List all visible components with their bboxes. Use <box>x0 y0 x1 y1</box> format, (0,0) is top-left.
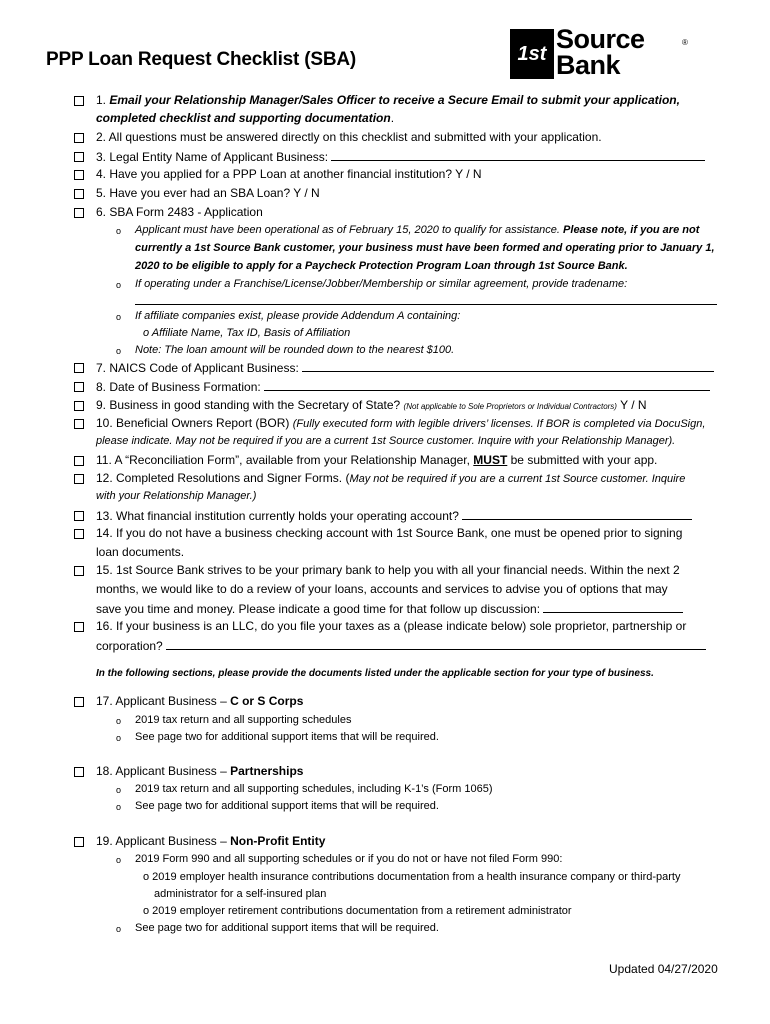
item-13-text: 13. What financial institution currently holds your operating account? <box>96 509 459 523</box>
item-3-text: 3. Legal Entity Name of Applicant Business: <box>96 150 329 164</box>
checkbox-5[interactable] <box>74 189 84 199</box>
item-17-text: 17. Applicant Business – <box>96 694 231 708</box>
checkbox-3[interactable] <box>74 152 84 162</box>
logo-mark: 1st <box>510 29 554 79</box>
bullet-text: See page two for additional support items that will be required. <box>135 800 439 812</box>
item-10-text: 10. Beneficial Owners Report (BOR) <box>96 416 293 430</box>
period: . <box>390 111 395 125</box>
item-12-note: May not be required if you are a current 1st Source customer. Inquire <box>349 473 686 485</box>
item-19-text: 19. Applicant Business – <box>96 834 231 848</box>
item-12-text: 12. Completed Resolutions and Signer Forms. ( <box>96 471 350 485</box>
logo-registered-mark: ® <box>682 38 688 47</box>
bullet: o <box>116 785 122 795</box>
checkbox-15[interactable] <box>74 566 84 576</box>
bullet: o <box>116 924 122 934</box>
checkbox-6[interactable] <box>74 208 84 218</box>
bank-logo <box>510 26 690 82</box>
checkbox-16[interactable] <box>74 622 84 632</box>
item-12-note-cont: with your Relationship Manager.) <box>96 490 257 502</box>
item-10-note: (Fully executed form with legible drivers’ licenses. If BOR is completed via DocuSign, <box>292 418 706 430</box>
item-15-text: 15. 1st Source Bank strives to be your primary bank to help you with all your financial needs. Within the next 2 <box>96 563 680 577</box>
bullet: o <box>116 855 122 865</box>
item-4-text: 4. Have you applied for a PPP Loan at another financial institution? Y / N <box>96 167 482 181</box>
bullet-text: If affiliate companies exist, please provide Addendum A containing: <box>135 310 461 322</box>
item-17-type: C or S Corps <box>230 694 304 708</box>
bullet-text: If operating under a Franchise/License/Jobber/Membership or similar agreement, provide tradename: <box>135 278 628 290</box>
sub-bullet-text-cont: administrator for a self-insured plan <box>154 888 327 900</box>
bullet-text: 2019 tax return and all supporting schedules, including K-1’s (Form 1065) <box>135 783 493 795</box>
item-11-text-end: be submitted with your app. <box>507 453 658 467</box>
item-1-text-cont: completed checklist and supporting documentation <box>96 111 391 125</box>
item-16-text: 16. If your business is an LLC, do you file your taxes as a (please indicate below) sole proprietor, partnership or <box>96 619 687 633</box>
checkbox-19[interactable] <box>74 837 84 847</box>
item-11-must: MUST <box>473 453 508 467</box>
logo-word-source: Source <box>556 24 645 54</box>
bullet: o <box>116 802 122 812</box>
logo-word-bank: Bank <box>556 50 621 80</box>
item-11-text: 11. A “Reconciliation Form”, available from your Relationship Manager, <box>96 453 474 467</box>
followup-time-field[interactable] <box>543 600 683 613</box>
item-16-text-cont: corporation? <box>96 639 163 653</box>
naics-field[interactable] <box>302 359 714 372</box>
bullet-text: Note: The loan amount will be rounded down to the nearest $100. <box>135 344 455 356</box>
checkbox-10[interactable] <box>74 419 84 429</box>
checkbox-7[interactable] <box>74 363 84 373</box>
item-10-note-cont: please indicate. May not be required if you are a current 1st Source customer. Inquire with your Relationship Manager). <box>96 435 676 447</box>
llc-tax-field[interactable] <box>166 637 706 650</box>
item-1-text: Email your Relationship Manager/Sales Officer to receive a Secure Email to submit your application, <box>109 93 680 107</box>
formation-date-field[interactable] <box>264 378 710 391</box>
sub-bullet-text: o 2019 employer health insurance contributions documentation from a health insurance company or third-party <box>143 871 681 883</box>
checkbox-8[interactable] <box>74 382 84 392</box>
item-9-yn: Y / N <box>616 398 647 412</box>
item-6-text: 6. SBA Form 2483 - Application <box>96 205 263 219</box>
section-instructions: In the following sections, please provide the documents listed under the applicable section for your type of business. <box>96 668 654 679</box>
item-8-text: 8. Date of Business Formation: <box>96 380 261 394</box>
updated-date: Updated 04/27/2020 <box>609 962 718 976</box>
item-18-text: 18. Applicant Business – <box>96 764 231 778</box>
item-9-note: (Not applicable to Sole Proprietors or Individual Contractors) <box>403 402 617 411</box>
item-9-text: 9. Business in good standing with the Secretary of State? <box>96 398 404 412</box>
bullet: o <box>116 312 122 322</box>
item-15-text-cont: months, we would like to do a review of your loans, accounts and services to advise you of options that may <box>96 582 668 596</box>
item-7-text: 7. NAICS Code of Applicant Business: <box>96 361 299 375</box>
bullet-text-bold: currently a 1st Source Bank customer, your business must have been formed and operating prior to January 1, <box>135 242 715 254</box>
checkbox-9[interactable] <box>74 401 84 411</box>
sub-bullet-text: o 2019 employer retirement contributions documentation from a retirement administrator <box>143 905 572 917</box>
bullet-text: See page two for additional support items that will be required. <box>135 922 439 934</box>
bullet-text: 2019 tax return and all supporting schedules <box>135 714 352 726</box>
bullet-text: 2019 Form 990 and all supporting schedules or if you do not or have not filed Form 990: <box>135 853 563 865</box>
bullet: o <box>116 346 122 356</box>
checkbox-11[interactable] <box>74 456 84 466</box>
item-14-text: 14. If you do not have a business checking account with 1st Source Bank, one must be opened prior to signing <box>96 526 683 540</box>
page-title: PPP Loan Request Checklist (SBA) <box>46 49 356 70</box>
checkbox-1[interactable] <box>74 96 84 106</box>
checkbox-12[interactable] <box>74 474 84 484</box>
item-19-type: Non-Profit Entity <box>230 834 326 848</box>
checkbox-13[interactable] <box>74 511 84 521</box>
item-5-text: 5. Have you ever had an SBA Loan? Y / N <box>96 186 320 200</box>
bullet: o <box>116 733 122 743</box>
checkbox-2[interactable] <box>74 133 84 143</box>
tradename-field[interactable] <box>135 292 717 305</box>
item-15-text-cont2: save you time and money. Please indicate a good time for that follow up discussion: <box>96 602 541 616</box>
bullet-text: Applicant must have been operational as of February 15, 2020 to qualify for assistance. <box>135 224 564 236</box>
bullet-text: See page two for additional support items that will be required. <box>135 731 439 743</box>
bullet: o <box>116 716 122 726</box>
checkbox-4[interactable] <box>74 170 84 180</box>
checkbox-18[interactable] <box>74 767 84 777</box>
sub-bullet-text: o Affiliate Name, Tax ID, Basis of Affiliation <box>143 327 351 339</box>
institution-field[interactable] <box>462 507 692 520</box>
item-number: 1. <box>96 93 110 107</box>
checkbox-17[interactable] <box>74 697 84 707</box>
bullet-text-bold: Please note, if you are not <box>563 224 700 236</box>
bullet-text-bold: 2020 to be eligible to apply for a Paycheck Protection Program Loan through 1st Source Bank. <box>135 260 628 272</box>
bullet: o <box>116 226 122 236</box>
item-2-text: 2. All questions must be answered directly on this checklist and submitted with your application. <box>96 130 602 144</box>
legal-name-field[interactable] <box>331 148 705 161</box>
item-14-text-cont: loan documents. <box>96 545 185 559</box>
item-18-type: Partnerships <box>230 764 304 778</box>
checkbox-14[interactable] <box>74 529 84 539</box>
bullet: o <box>116 280 122 290</box>
